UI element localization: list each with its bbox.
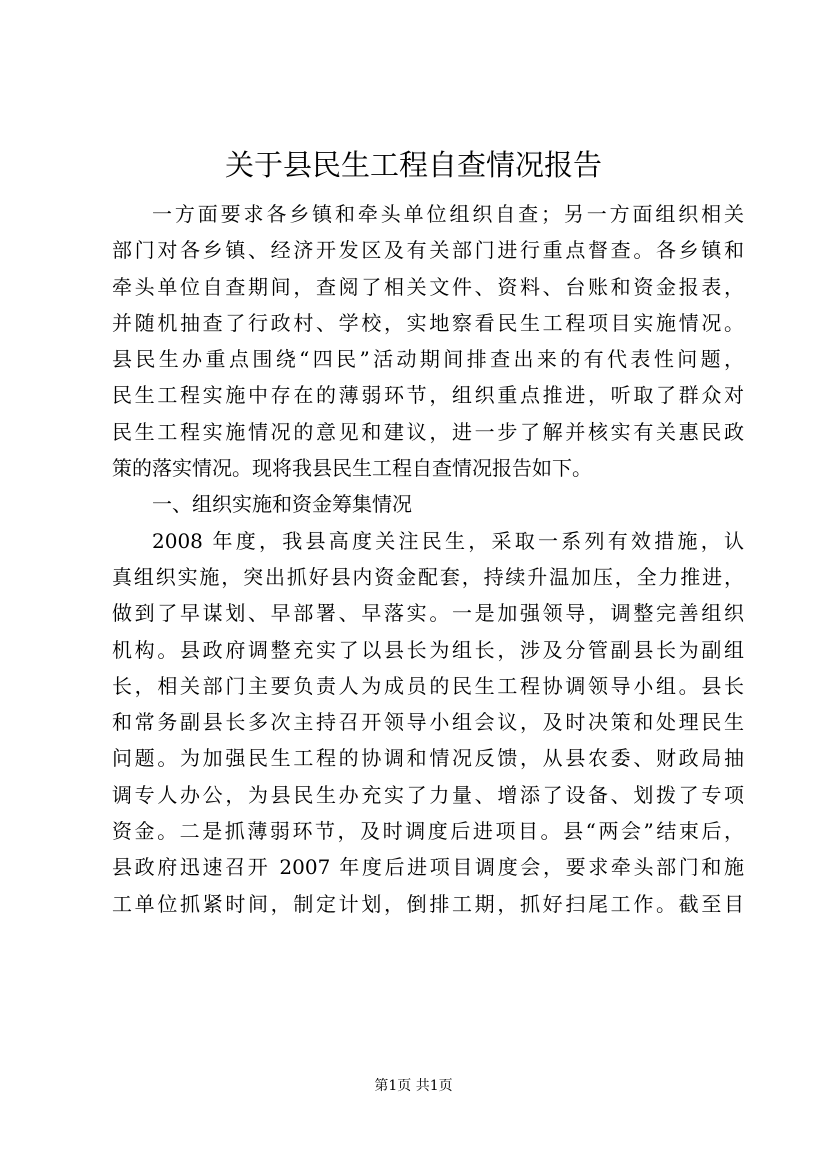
text-line: 机构。县政府调整充实了以县长为组长，涉及分管副县长为副组 [112, 637, 744, 662]
text-line: 和常务副县长多次主持召开领导小组会议，及时决策和处理民生 [112, 710, 744, 735]
section-heading: 一、组织实施和资金筹集情况 [152, 492, 412, 517]
page-footer: 第1页 共1页 [374, 1078, 453, 1094]
text-line: 做到了早谋划、早部署、早落实。一是加强领导，调整完善组织 [112, 601, 744, 626]
text-line: 问题。为加强民生工程的协调和情况反馈，从县农委、财政局抽 [112, 746, 744, 771]
text-line: 县政府迅速召开 2007 年度后进项目调度会，要求牵头部门和施 [112, 855, 744, 880]
text-line: 资金。二是抓薄弱环节，及时调度后进项目。县“两会”结束后， [112, 819, 744, 844]
document-title: 关于县民生工程自查情况报告 [224, 148, 602, 182]
text-line: 长，相关部门主要负责人为成员的民生工程协调领导小组。县长 [112, 673, 744, 698]
text-line: 并随机抽查了行政村、学校，实地察看民生工程项目实施情况。 [112, 310, 744, 335]
text-line: 工单位抓紧时间，制定计划，倒排工期，抓好扫尾工作。截至目 [112, 891, 744, 916]
text-line: 调专人办公，为县民生办充实了力量、增添了设备、划拨了专项 [112, 782, 744, 807]
text-line: 牵头单位自查期间，查阅了相关文件、资料、台账和资金报表， [112, 274, 744, 299]
text-line: 县民生办重点围绕“四民”活动期间排查出来的有代表性问题， [112, 347, 744, 372]
text-line: 真组织实施，突出抓好县内资金配套，持续升温加压，全力推进， [112, 564, 744, 589]
text-line: 一方面要求各乡镇和牵头单位组织自查；另一方面组织相关 [152, 202, 744, 226]
text-line: 民生工程实施情况的意见和建议，进一步了解并核实有关惠民政 [112, 419, 744, 444]
document-body [112, 196, 744, 922]
text-line: 策的落实情况。现将我县民生工程自查情况报告如下。 [112, 456, 592, 481]
text-line: 民生工程实施中存在的薄弱环节，组织重点推进，听取了群众对 [112, 383, 744, 408]
text-line: 部门对各乡镇、经济开发区及有关部门进行重点督查。各乡镇和 [112, 238, 744, 263]
text-line: 2008 年度，我县高度关注民生，采取一系列有效措施，认 [152, 528, 744, 553]
